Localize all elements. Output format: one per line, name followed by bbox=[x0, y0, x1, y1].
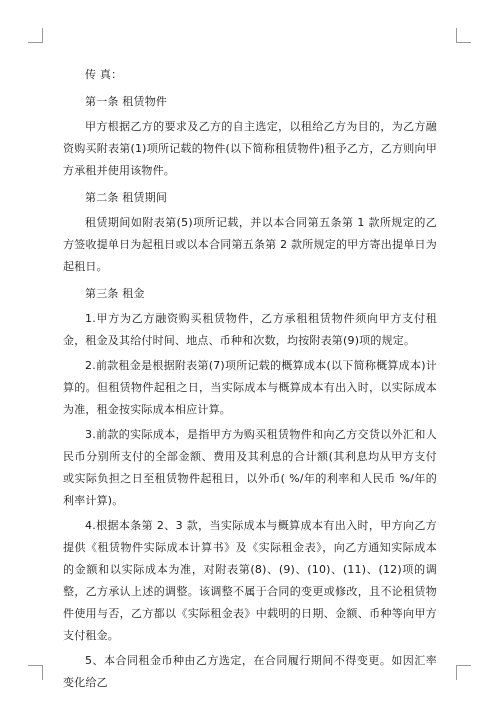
section-3-paragraph-1: 1.甲方为乙方融资购买租赁物件，乙方承租租赁物件须向甲方支付租金，租金及其给付时间、地点、币种和次数，均按附表第(9)项的规定。 bbox=[63, 312, 437, 347]
section-3-paragraph-3: 3.前款的实际成本，是指甲方为购买租赁物件和向乙方交货以外汇和人民币分别所支付的全部金额、费用及其利息的合计额(其利息均从甲方支付或实际负担之日至租赁物件起租日，以外币( %/年的利率和人民币 %/年的利率计算)。 bbox=[63, 428, 437, 507]
crop-mark-top-left bbox=[28, 28, 43, 43]
section-2-paragraph-1: 租赁期间如附表第(5)项所记载，并以本合同第五条第 1 款所规定的乙方签收提单日为起租日或以本合同第五条第 2 款所规定的甲方寄出提单日为起租日。 bbox=[63, 216, 437, 273]
section-1-title: 第一条 租赁物件 bbox=[85, 95, 168, 108]
section-3-paragraph-4: 4.根据本条第 2、3 款，当实际成本与概算成本有出入时，甲方向乙方提供《租赁物件实际成本计算书》及《实际租金表》，向乙方通知实际成本的金额和以实际成本为准，对附表第(8)、(9)、(10)、(11)、(12)项的调整，乙方承认上述的调整。该调整不属于合同的变更或修改，且不论租赁物件使用与否，乙方都以《实际租金表》中载明的日期、金额、币种等向甲方支付租金。 bbox=[63, 519, 437, 642]
document-body bbox=[63, 64, 437, 694]
crop-mark-bottom-left bbox=[28, 665, 43, 680]
section-2-title: 第二条 租赁期间 bbox=[85, 191, 168, 204]
section-3-title: 第三条 租金 bbox=[85, 287, 145, 300]
crop-mark-top-right bbox=[456, 28, 471, 43]
section-3-paragraph-2: 2.前款租金是根据附表第(7)项所记载的概算成本(以下简称概算成本)计算的。但租赁物件起租之日，当实际成本与概算成本有出入时，以实际成本为准，租金按实际成本相应计算。 bbox=[63, 359, 437, 416]
crop-mark-bottom-right bbox=[456, 665, 471, 680]
section-3-paragraph-5: 5、本合同租金币种由乙方选定，在合同履行期间不得变更。如因汇率变化给乙 bbox=[63, 654, 437, 689]
fax-label: 传 真： bbox=[85, 68, 123, 81]
section-1-paragraph-1: 甲方根据乙方的要求及乙方的自主选定，以租给乙方为目的，为乙方融资购买附表第(1)项所记载的物件(以下简称租赁物件)租予乙方，乙方则向甲方承租并使用该物件。 bbox=[63, 120, 437, 177]
